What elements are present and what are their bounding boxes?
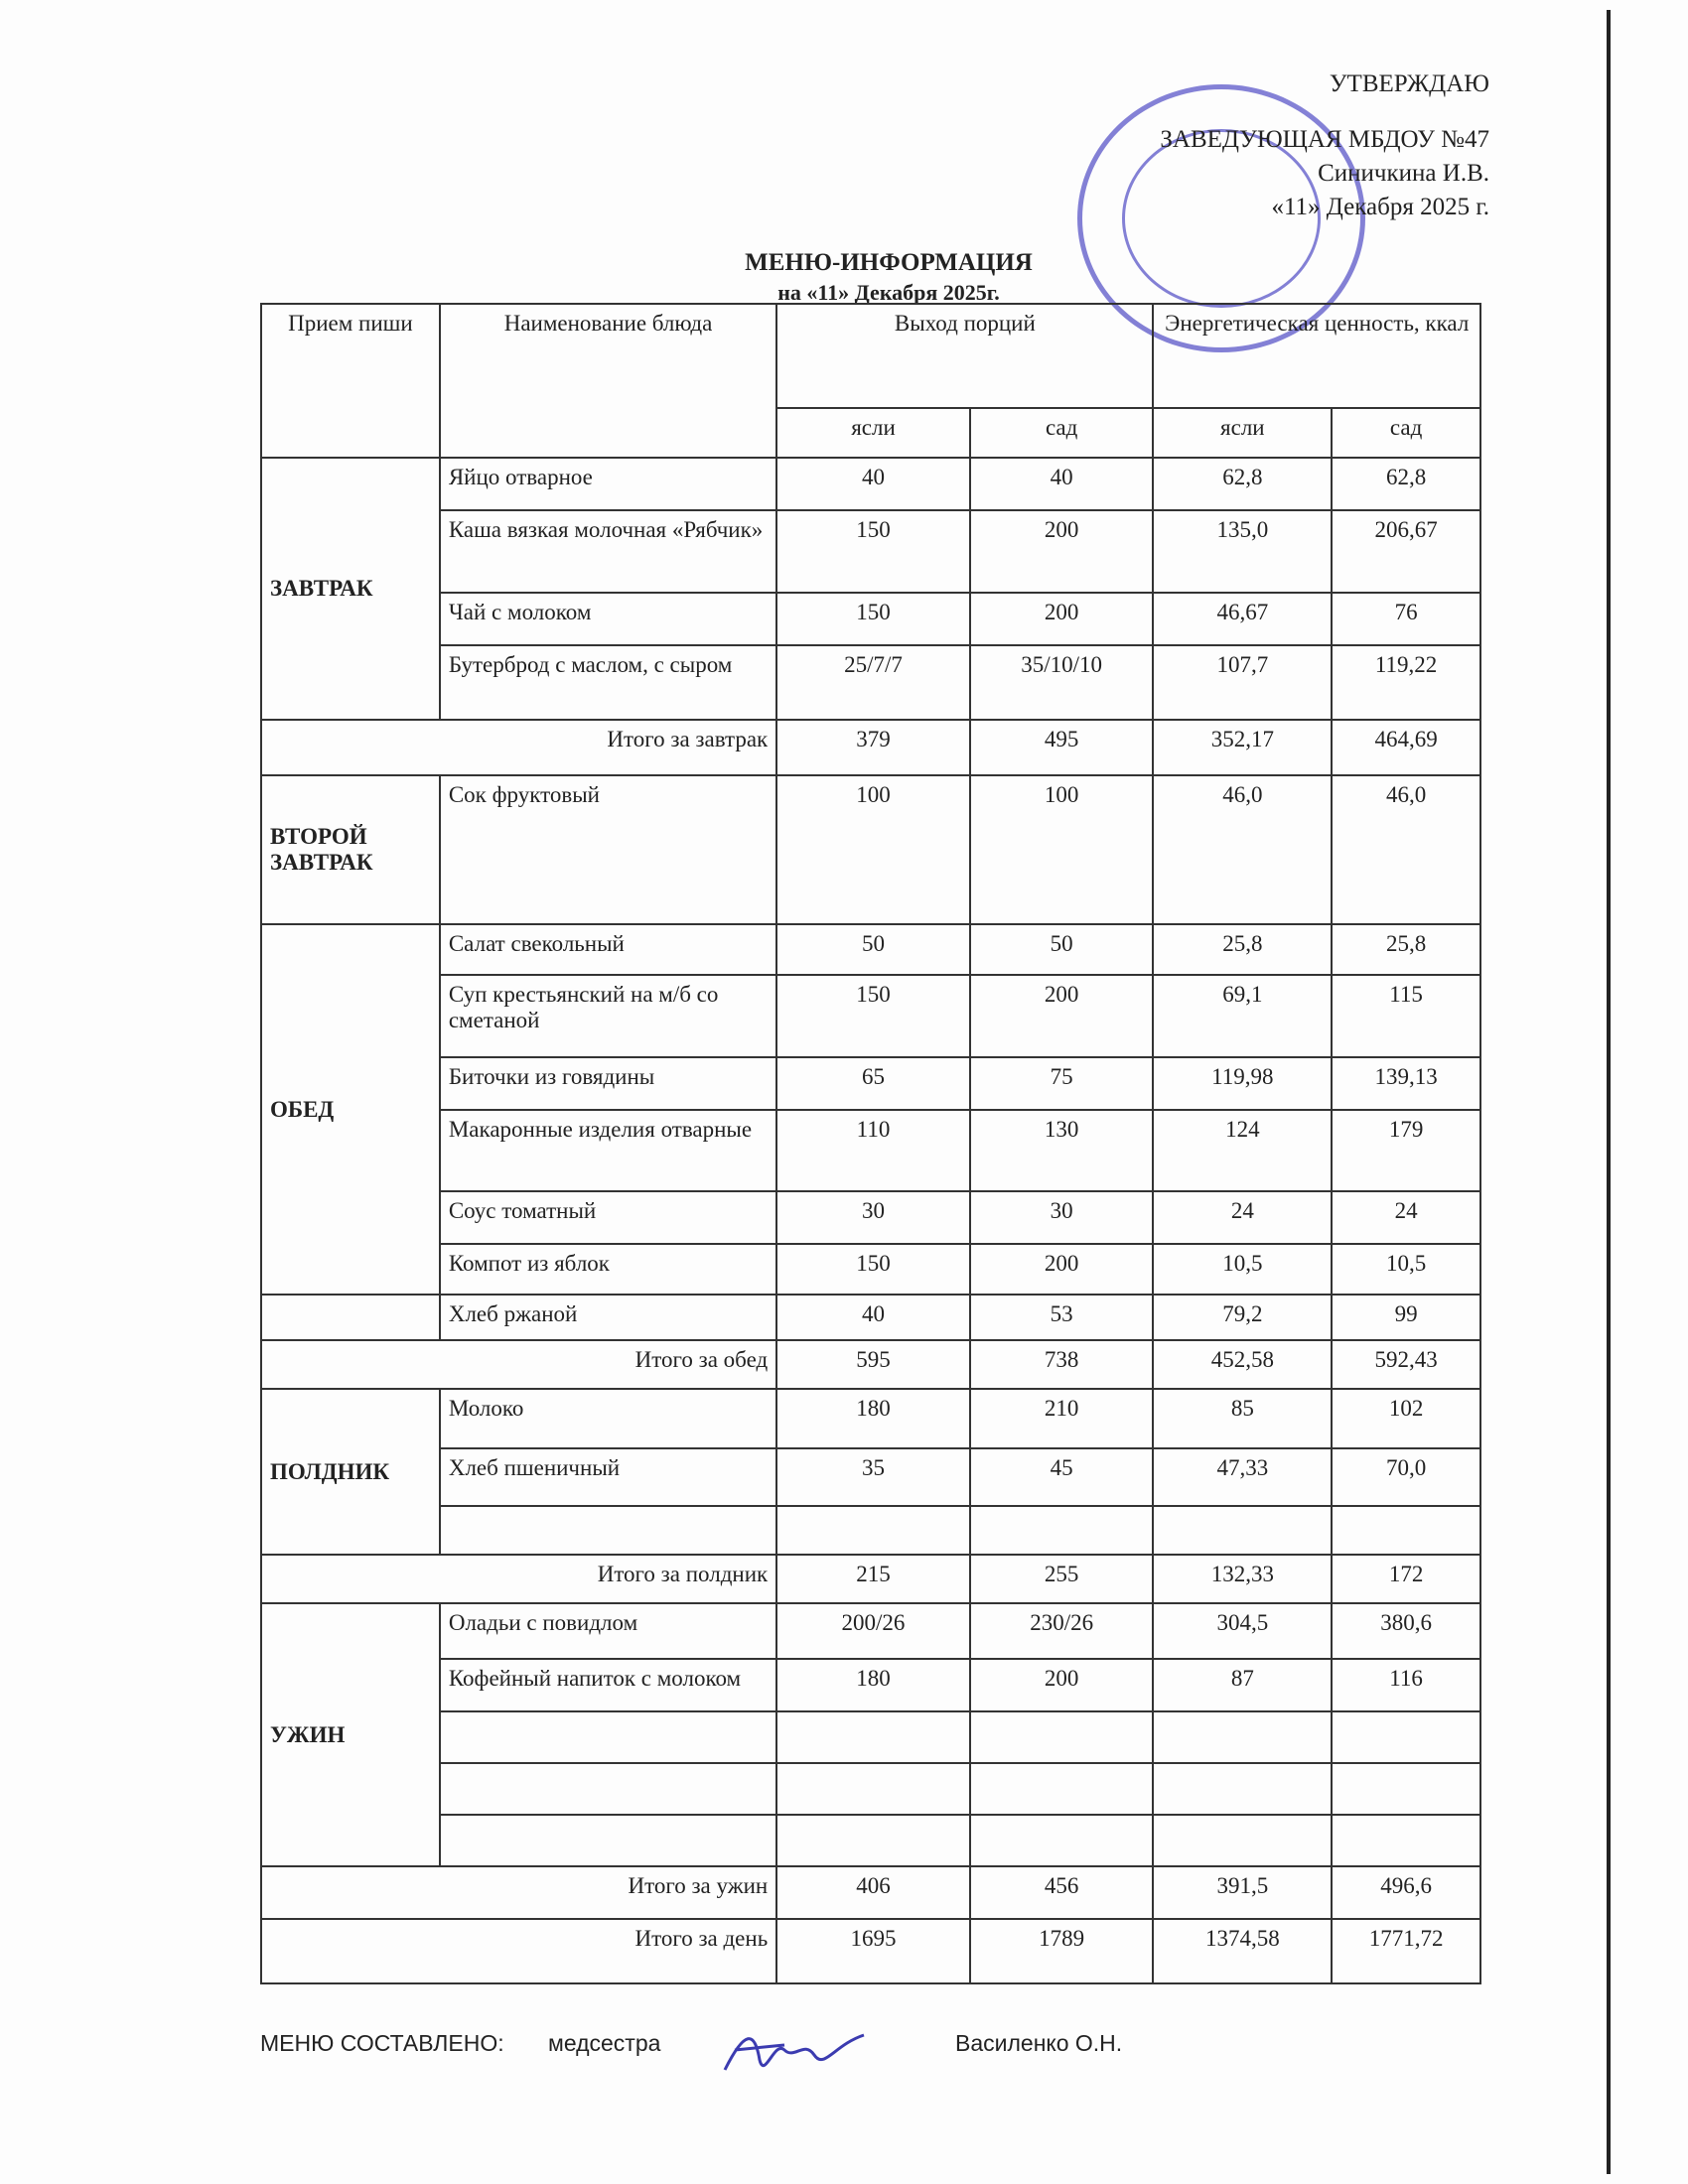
- energy-nursery: 79,2: [1153, 1295, 1332, 1340]
- portion-garden: [970, 1763, 1154, 1815]
- dish-name: Яйцо отварное: [440, 458, 776, 510]
- portion-nursery: 180: [776, 1389, 970, 1448]
- energy-nursery: 87: [1153, 1659, 1332, 1711]
- table-row: [261, 1057, 1480, 1110]
- approval-date: «11» Декабря 2025 г.: [1271, 194, 1489, 220]
- header-meal: Прием пиши: [261, 304, 440, 458]
- energy-nursery: 46,0: [1153, 775, 1332, 924]
- energy-nursery: [1153, 1763, 1332, 1815]
- energy-nursery: 124: [1153, 1110, 1332, 1191]
- table-row: [261, 1763, 1480, 1815]
- portion-nursery: 406: [776, 1866, 970, 1919]
- energy-nursery: [1153, 1506, 1332, 1555]
- table-row: [261, 1603, 1480, 1659]
- dish-name: Чай с молоком: [440, 593, 776, 645]
- dish-name: [440, 1711, 776, 1763]
- meal-name: ОБЕД: [261, 924, 440, 1295]
- meal-name: ПОЛДНИК: [261, 1389, 440, 1555]
- portion-nursery: 50: [776, 924, 970, 975]
- table-row: [261, 1815, 1480, 1866]
- total-row: [261, 1555, 1480, 1603]
- energy-garden: 62,8: [1332, 458, 1480, 510]
- total-label: Итого за ужин: [261, 1866, 776, 1919]
- table-row: [261, 1389, 1480, 1448]
- energy-garden: [1332, 1815, 1480, 1866]
- table-row: [261, 1110, 1480, 1191]
- header-nursery: ясли: [776, 408, 970, 458]
- dish-name: Кофейный напиток с молоком: [440, 1659, 776, 1711]
- energy-nursery: [1153, 1815, 1332, 1866]
- energy-nursery: 352,17: [1153, 720, 1332, 775]
- portion-nursery: 65: [776, 1057, 970, 1110]
- portion-nursery: 100: [776, 775, 970, 924]
- table-row: [261, 924, 1480, 975]
- energy-nursery: 119,98: [1153, 1057, 1332, 1110]
- portion-garden: 35/10/10: [970, 645, 1154, 720]
- table-row: [261, 458, 1480, 510]
- energy-nursery: 25,8: [1153, 924, 1332, 975]
- energy-nursery: [1153, 1711, 1332, 1763]
- meal-name: УЖИН: [261, 1603, 440, 1866]
- energy-nursery: 132,33: [1153, 1555, 1332, 1603]
- portion-garden: 53: [970, 1295, 1154, 1340]
- approval-name: Синичкина И.В.: [1318, 160, 1489, 187]
- energy-garden: 24: [1332, 1191, 1480, 1244]
- table-row: [261, 1506, 1480, 1555]
- energy-nursery: 69,1: [1153, 975, 1332, 1057]
- energy-garden: [1332, 1763, 1480, 1815]
- portion-nursery: 180: [776, 1659, 970, 1711]
- portion-nursery: 150: [776, 510, 970, 593]
- portion-garden: 738: [970, 1340, 1154, 1389]
- portion-garden: 200: [970, 510, 1154, 593]
- table-row: [261, 975, 1480, 1057]
- total-row: [261, 1340, 1480, 1389]
- approval-heading: УТВЕРЖДАЮ: [1329, 70, 1489, 97]
- portion-garden: 45: [970, 1448, 1154, 1506]
- energy-nursery: 10,5: [1153, 1244, 1332, 1295]
- energy-garden: 139,13: [1332, 1057, 1480, 1110]
- energy-garden: 99: [1332, 1295, 1480, 1340]
- dish-name: Молоко: [440, 1389, 776, 1448]
- header-energy: Энергетическая ценность, ккал: [1153, 304, 1480, 408]
- dish-name: Соус томатный: [440, 1191, 776, 1244]
- portion-garden: 200: [970, 593, 1154, 645]
- signature: [715, 2020, 874, 2090]
- header-garden: сад: [970, 408, 1154, 458]
- table-row: [261, 1448, 1480, 1506]
- portion-garden: 456: [970, 1866, 1154, 1919]
- title: МЕНЮ-ИНФОРМАЦИЯ: [745, 249, 1033, 276]
- total-label: Итого за завтрак: [261, 720, 776, 775]
- portion-nursery: 25/7/7: [776, 645, 970, 720]
- energy-nursery: 1374,58: [1153, 1919, 1332, 1983]
- energy-garden: 10,5: [1332, 1244, 1480, 1295]
- dish-name: Каша вязкая молочная «Рябчик»: [440, 510, 776, 593]
- dish-name: Биточки из говядины: [440, 1057, 776, 1110]
- footer-name: Василенко О.Н.: [955, 2030, 1123, 2056]
- portion-garden: 1789: [970, 1919, 1154, 1983]
- portion-nursery: 150: [776, 1244, 970, 1295]
- energy-garden: 115: [1332, 975, 1480, 1057]
- table-row: [261, 1711, 1480, 1763]
- dish-name: [440, 1506, 776, 1555]
- energy-garden: [1332, 1506, 1480, 1555]
- portion-nursery: [776, 1506, 970, 1555]
- approval-position: ЗАВЕДУЮЩАЯ МБДОУ №47: [1160, 126, 1489, 153]
- meal-name: [261, 1295, 440, 1340]
- energy-garden: 25,8: [1332, 924, 1480, 975]
- header-dish: Наименование блюда: [440, 304, 776, 458]
- table-row: [261, 1659, 1480, 1711]
- energy-garden: 172: [1332, 1555, 1480, 1603]
- total-label: Итого за обед: [261, 1340, 776, 1389]
- portion-garden: 30: [970, 1191, 1154, 1244]
- portion-garden: 200: [970, 975, 1154, 1057]
- portion-nursery: 40: [776, 1295, 970, 1340]
- total-row: [261, 1919, 1480, 1983]
- dish-name: [440, 1815, 776, 1866]
- portion-garden: 200: [970, 1659, 1154, 1711]
- dish-name: Оладьи с повидлом: [440, 1603, 776, 1659]
- portion-garden: 130: [970, 1110, 1154, 1191]
- portion-nursery: 110: [776, 1110, 970, 1191]
- energy-garden: 464,69: [1332, 720, 1480, 775]
- meal-name: ЗАВТРАК: [261, 458, 440, 720]
- portion-nursery: 379: [776, 720, 970, 775]
- energy-nursery: 85: [1153, 1389, 1332, 1448]
- energy-nursery: 391,5: [1153, 1866, 1332, 1919]
- portion-garden: 75: [970, 1057, 1154, 1110]
- energy-garden: [1332, 1711, 1480, 1763]
- portion-nursery: 30: [776, 1191, 970, 1244]
- portion-nursery: 40: [776, 458, 970, 510]
- portion-garden: 200: [970, 1244, 1154, 1295]
- energy-garden: 496,6: [1332, 1866, 1480, 1919]
- document-title: [0, 248, 1688, 308]
- portion-nursery: 200/26: [776, 1603, 970, 1659]
- table-row: [261, 593, 1480, 645]
- portion-nursery: 35: [776, 1448, 970, 1506]
- dish-name: [440, 1763, 776, 1815]
- energy-garden: 102: [1332, 1389, 1480, 1448]
- dish-name: Хлеб пшеничный: [440, 1448, 776, 1506]
- portion-nursery: [776, 1711, 970, 1763]
- table-row: [261, 1244, 1480, 1295]
- portion-garden: [970, 1815, 1154, 1866]
- total-label: Итого за полдник: [261, 1555, 776, 1603]
- portion-garden: [970, 1506, 1154, 1555]
- table-row: [261, 1295, 1480, 1340]
- dish-name: Макаронные изделия отварные: [440, 1110, 776, 1191]
- header-portion: Выход порций: [776, 304, 1153, 408]
- energy-nursery: 62,8: [1153, 458, 1332, 510]
- energy-garden: 70,0: [1332, 1448, 1480, 1506]
- portion-nursery: 1695: [776, 1919, 970, 1983]
- energy-nursery: 46,67: [1153, 593, 1332, 645]
- energy-nursery: 107,7: [1153, 645, 1332, 720]
- dish-name: Салат свекольный: [440, 924, 776, 975]
- dish-name: Сок фруктовый: [440, 775, 776, 924]
- table-row: [261, 1191, 1480, 1244]
- footer-role: медсестра: [548, 2030, 661, 2056]
- energy-garden: 1771,72: [1332, 1919, 1480, 1983]
- table-row: [261, 510, 1480, 593]
- total-label: Итого за день: [261, 1919, 776, 1983]
- energy-nursery: 304,5: [1153, 1603, 1332, 1659]
- header-garden-energy: сад: [1332, 408, 1480, 458]
- energy-garden: 592,43: [1332, 1340, 1480, 1389]
- scan-edge: [1607, 10, 1611, 2174]
- portion-garden: 100: [970, 775, 1154, 924]
- portion-nursery: 595: [776, 1340, 970, 1389]
- energy-garden: 380,6: [1332, 1603, 1480, 1659]
- menu-table: [260, 303, 1481, 1984]
- energy-nursery: 135,0: [1153, 510, 1332, 593]
- portion-garden: 255: [970, 1555, 1154, 1603]
- energy-nursery: 24: [1153, 1191, 1332, 1244]
- dish-name: Суп крестьянский на м/б со сметаной: [440, 975, 776, 1057]
- portion-garden: [970, 1711, 1154, 1763]
- footer-label: МЕНЮ СОСТАВЛЕНО:: [260, 2030, 504, 2056]
- portion-nursery: 215: [776, 1555, 970, 1603]
- dish-name: Хлеб ржаной: [440, 1295, 776, 1340]
- table-row: [261, 775, 1480, 924]
- dish-name: Компот из яблок: [440, 1244, 776, 1295]
- energy-garden: 179: [1332, 1110, 1480, 1191]
- table-row: [261, 645, 1480, 720]
- portion-nursery: [776, 1815, 970, 1866]
- portion-nursery: [776, 1763, 970, 1815]
- total-row: [261, 1866, 1480, 1919]
- energy-nursery: 47,33: [1153, 1448, 1332, 1506]
- dish-name: Бутерброд с маслом, с сыром: [440, 645, 776, 720]
- portion-garden: 210: [970, 1389, 1154, 1448]
- meal-name: ВТОРОЙ ЗАВТРАК: [261, 775, 440, 924]
- subtitle: на «11» Декабря 2025г.: [777, 280, 1000, 305]
- energy-garden: 119,22: [1332, 645, 1480, 720]
- portion-garden: 50: [970, 924, 1154, 975]
- energy-nursery: 452,58: [1153, 1340, 1332, 1389]
- energy-garden: 206,67: [1332, 510, 1480, 593]
- energy-garden: 76: [1332, 593, 1480, 645]
- energy-garden: 46,0: [1332, 775, 1480, 924]
- portion-nursery: 150: [776, 593, 970, 645]
- energy-garden: 116: [1332, 1659, 1480, 1711]
- portion-nursery: 150: [776, 975, 970, 1057]
- approval-block: [1160, 68, 1489, 224]
- portion-garden: 230/26: [970, 1603, 1154, 1659]
- portion-garden: 40: [970, 458, 1154, 510]
- header-nursery-energy: ясли: [1153, 408, 1332, 458]
- total-row: [261, 720, 1480, 775]
- portion-garden: 495: [970, 720, 1154, 775]
